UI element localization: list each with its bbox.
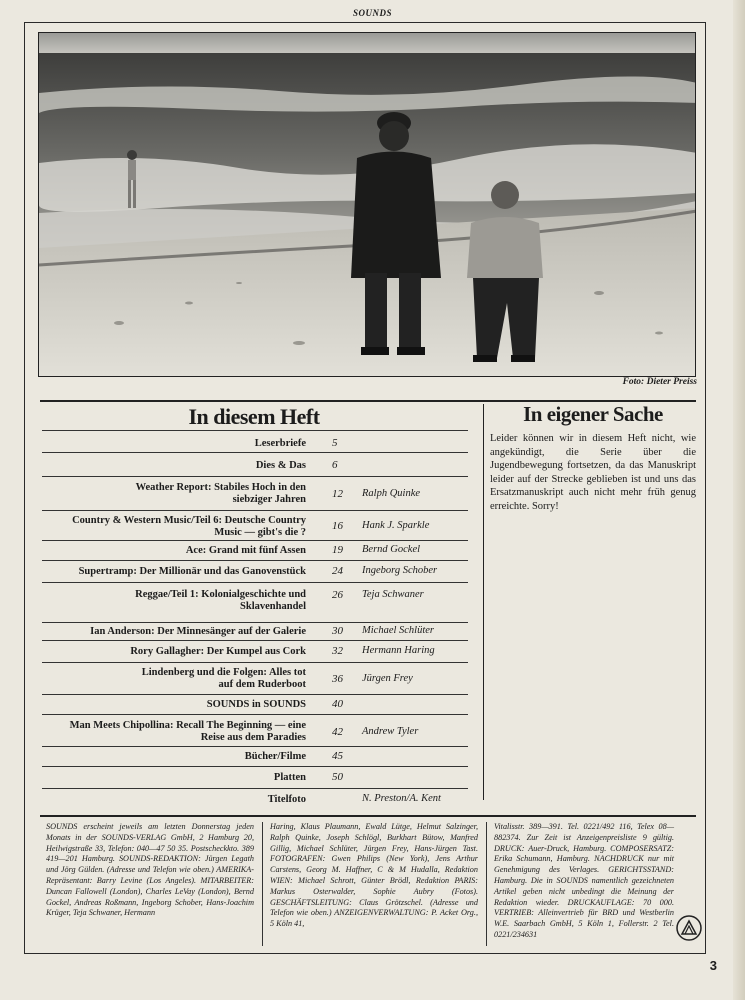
toc-entry[interactable] xyxy=(42,714,468,746)
toc-entry-author: Bernd Gockel xyxy=(362,544,421,555)
toc-entry-page: 12 xyxy=(332,488,343,500)
toc-entry-page: 24 xyxy=(332,565,343,577)
toc-entry-title: Rory Gallagher: Der Kumpel aus Cork xyxy=(130,646,306,657)
toc-entry-title: Reggae/Teil 1: Kolonialgeschichte und Sklavenhandel xyxy=(135,589,306,612)
toc-entry-page: 50 xyxy=(332,771,343,783)
toc-entry-page: 40 xyxy=(332,698,343,710)
toc-entry[interactable] xyxy=(42,452,468,476)
toc-entry-title: Dies & Das xyxy=(255,460,306,471)
toc-entry[interactable] xyxy=(42,788,468,810)
toc-entry-author: Ralph Quinke xyxy=(362,488,421,499)
toc-entry-title: Platten xyxy=(273,772,306,783)
toc-entry[interactable] xyxy=(42,640,468,662)
toc-entry-author: Ingeborg Schober xyxy=(362,565,438,576)
toc-entry[interactable] xyxy=(42,540,468,560)
imprint-column-1: SOUNDS erscheint jeweils am letzten Donnerstag jeden Monats in der SOUNDS-VERLAG GmbH, 2 Hamburg 20, Heilwigstraße 33, Telefon: 040—47 50 35. Postscheckkto. 389 419—201 Hamburg. SOUNDS-REDAKTION: Jürgen Legath und Jörg Gülden. (Adresse und Telefon wie oben.) AMERIKA-Repräsentant: Barry Levine (Los Angeles). MITARBEITER: Duncan Fallowell (London), Charles LeVay (London), Bernd Gockel, Andreas Roßmann, Ingeborg Schober, Hans-Joachim Krüger, Teja Schwaner, Hermann xyxy=(46,822,254,918)
toc-entry-author: Jürgen Frey xyxy=(362,673,413,684)
imprint-column-3: Vitalisstr. 389—391. Tel. 0221/492 116, Telex 08—882374. Zur Zeit ist Anzeigenpreisliste 9 gültig. DRUCK: Auer-Druck, Hamburg. COMPOSERSATZ: Erika Schumann, Hamburg. NACHDRUCK nur mit Genehmigung des Verlages. GERICHTSSTAND: Hamburg. Die in SOUNDS namentlich gezeichneten Artikel geben nicht unbedingt die Meinung der Redaktion wieder. DRUCKAUFLAGE: 70 000. VERTRIEB: Alleinvertrieb für BRD und Westberlin W.E. Saarbach GmbH, 5 Köln 1, Follerstr. 2 Tel. 0221/234631 xyxy=(494,822,674,939)
toc-entry-title: Ian Anderson: Der Minnesänger auf der Galerie xyxy=(90,626,306,637)
toc-entry[interactable] xyxy=(42,694,468,714)
ivw-logo-icon xyxy=(676,915,702,941)
column-divider xyxy=(483,404,484,800)
beach-photo xyxy=(38,32,696,377)
toc-entry-title: Ace: Grand mit fünf Assen xyxy=(185,545,306,556)
toc-entry-author: Teja Schwaner xyxy=(362,589,424,600)
toc-entry[interactable] xyxy=(42,662,468,694)
toc-entry[interactable] xyxy=(42,430,468,452)
toc-entry-title: Man Meets Chipollina: Recall The Beginning — eine Reise aus dem Paradies xyxy=(69,720,306,743)
toc-entry-title: Bücher/Filme xyxy=(244,751,306,762)
section-rule-bottom xyxy=(40,815,696,817)
page-number: 3 xyxy=(709,958,717,973)
toc-entry[interactable] xyxy=(42,766,468,788)
toc-entry[interactable] xyxy=(42,560,468,582)
toc-entry-page: 5 xyxy=(332,437,338,449)
toc-entry-author: Hermann Haring xyxy=(362,645,435,656)
toc-entry-page: 19 xyxy=(332,544,343,556)
toc-title: In diesem Heft xyxy=(188,404,320,429)
toc-entry-author: Andrew Tyler xyxy=(362,726,419,737)
toc-entry-title: Supertramp: Der Millionär und das Ganovenstück xyxy=(78,566,306,577)
imprint-column-separator xyxy=(262,822,263,946)
toc-entry-page: 26 xyxy=(332,589,343,601)
toc-entry-page: 42 xyxy=(332,726,343,738)
masthead: SOUNDS xyxy=(352,8,392,18)
toc-entry-page: 45 xyxy=(332,750,343,762)
toc-entry-title: Lindenberg und die Folgen: Alles tot auf dem Ruderboot xyxy=(141,667,306,690)
toc-entry[interactable] xyxy=(42,476,468,510)
toc-entry-title: Country & Western Music/Teil 6: Deutsche Country Music — gibt's die ? xyxy=(72,515,306,538)
toc-entry-author: Michael Schlüter xyxy=(362,625,435,636)
toc-entry-title: SOUNDS in SOUNDS xyxy=(206,699,306,710)
toc-entry[interactable] xyxy=(42,746,468,766)
toc-entry-author: Hank J. Sparkle xyxy=(362,520,430,531)
toc-entry-page: 36 xyxy=(332,673,343,685)
toc-entry-page: 6 xyxy=(332,459,338,471)
toc-entry[interactable] xyxy=(42,582,468,622)
sidebar-text: Leider können wir in diesem Heft nicht, wie angekündigt, die Serie über die Jugendbewegung fortsetzen, da das Manuskript leider auf der Strecke geblieben ist und uns das Ersatzmanuskript auch nicht mehr früh genug erreichte. Sorry! xyxy=(490,433,696,512)
toc-entry-title: Leserbriefe xyxy=(254,438,306,449)
imprint-column-separator xyxy=(486,822,487,946)
toc-entry-author: N. Preston/A. Kent xyxy=(362,793,441,804)
page-binding-edge xyxy=(733,0,745,1000)
imprint-column-2: Haring, Klaus Plaumann, Ewald Lütge, Helmut Salzinger, Ralph Quinke, Joseph Schlögl, Burkhart Bütow, Manfred Gillig, Michael Schlüter, Jürgen Frey, Hans-Jürgen Tast. FOTOGRAFEN: Gwen Philips (New York), Jens Arthur Carstens, Georg M. Haffner, C & M Hudalla, Redaktion WIEN: Michael Schrott, Günter Brödl, Redaktion PARIS: Markus Osterwalder, Sophie Aubry (Fotos). GESCHÄFTSLEITUNG: Claus Grötzschel. (Adresse und Telefon wie oben.) ANZEIGENVERWALTUNG: P. Acket Org., 5 Köln 41, xyxy=(270,822,478,929)
toc-entry-page: 30 xyxy=(332,625,343,637)
toc-entry[interactable] xyxy=(42,622,468,640)
sidebar-title: In eigener Sache xyxy=(523,402,663,426)
toc-entry-title: Titelfoto xyxy=(267,794,306,805)
photo-caption: Foto: Dieter Preiss xyxy=(622,377,697,387)
toc-entry-page: 32 xyxy=(332,645,343,657)
toc-entry[interactable] xyxy=(42,510,468,540)
beach-photo-illustration xyxy=(39,33,696,377)
toc-entry-title: Weather Report: Stabiles Hoch in den siebziger Jahren xyxy=(135,482,306,505)
toc-entry-page: 16 xyxy=(332,520,343,532)
